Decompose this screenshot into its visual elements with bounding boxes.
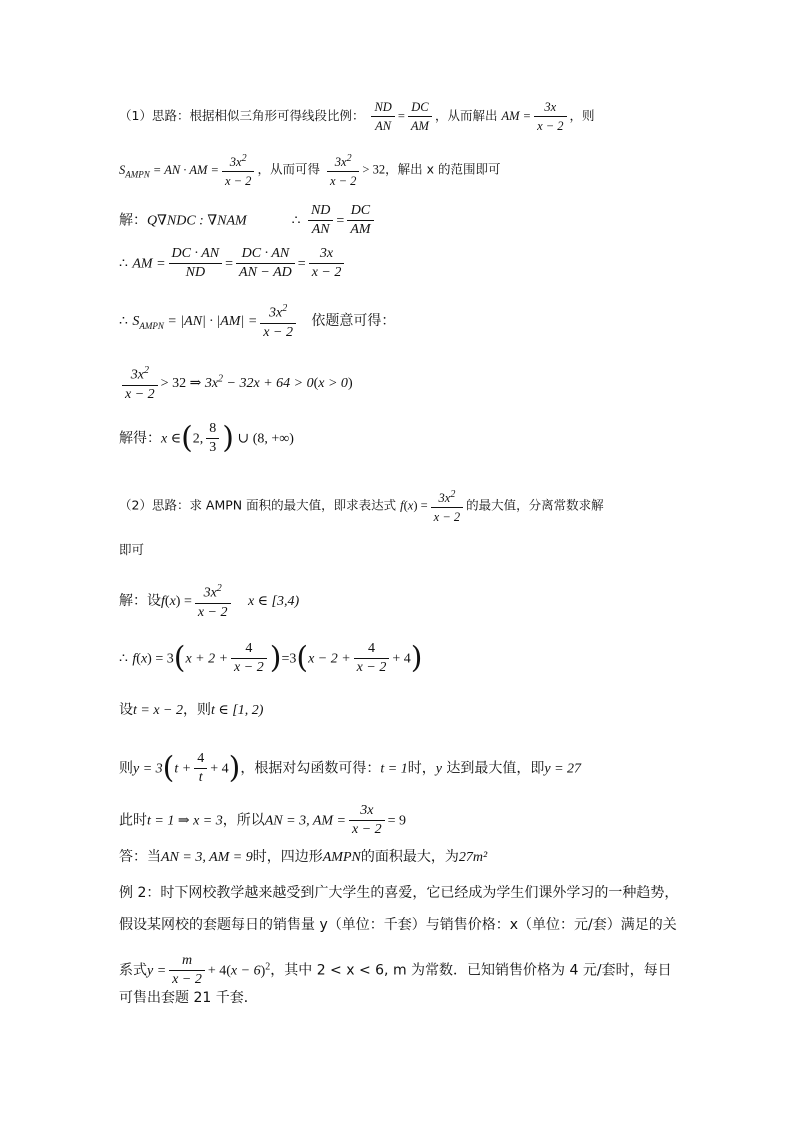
let-t-label: 设 — [119, 702, 133, 718]
part2-idea-end: 的最大值，分离常数求解 — [466, 497, 604, 513]
part1-area-note: 依题意可得： — [311, 312, 396, 329]
area-formula: $S_{AMPN}$ = AN · AM = — [119, 162, 219, 180]
fraction-nd-an: $\frac{ND}{AN}$ — [371, 98, 394, 135]
part2-idea-cont: 即可 — [119, 542, 145, 557]
part1-line2-end: ，解出 x 的范围即可 — [385, 161, 501, 177]
part1-sol-label: 解： — [119, 212, 147, 229]
example2-line2: 假设某网校的套题每日的销售量 y（单位：千套）与销售价格：x（单位：元/套）满足的关 — [119, 917, 677, 933]
fraction-3x2-b: $\frac{3x^2}{x - 2}$ — [327, 150, 359, 190]
example2-line3-post: ，其中 2 < x < 6, m 为常数．已知销售价格为 4 元/套时，每日 — [270, 962, 672, 979]
max-text: 达到最大值，即 — [446, 760, 545, 777]
answer-end: 的面积最大，为 — [360, 849, 459, 865]
am-expression: AM = — [501, 109, 532, 123]
so-label: ，所以 — [222, 812, 265, 829]
fraction-nd-an-2: $\frac{ND}{AN}$ — [308, 202, 333, 239]
part2-split-line: ∴ f(x) = 3(x + 2 + $\frac{4}{x - 2}$ )=3(x − 2 + $\frac{4}{x - 2}$ + 4) — [119, 640, 423, 676]
part1-idea-end: ，则 — [569, 108, 595, 123]
fraction-3x2: $\frac{3x^2}{x - 2}$ — [222, 150, 254, 190]
part1-line2-mid: ，从而可得 — [257, 161, 320, 177]
fraction-4-x-2: $\frac{4}{x - 2}$ — [231, 640, 267, 677]
then-label: 则 — [119, 760, 133, 777]
example2-line1: 例 2：时下网校教学越来越受到广大学生的喜爱，它已经成为学生们课外学习的一种趋势， — [119, 885, 679, 901]
part1-idea-text: 根据相似三角形可得线段比例： — [189, 108, 365, 123]
answer-label: 答：当 — [119, 849, 161, 865]
example2-line4: 可售出套题 21 千套． — [119, 990, 258, 1006]
similar-triangles: Q∇NDC : ∇NAM — [147, 213, 247, 229]
therefore-symbol: ∴ — [291, 213, 301, 229]
example2-line3-pre: 系式 — [119, 962, 147, 979]
part2-now-line: 此时t = 1 ⇒ x = 3，所以AN = 3, AM = $\frac{3x}{x - 2}$ = 9 — [119, 803, 407, 837]
part1-idea-mid: ，从而解出 — [434, 108, 498, 123]
part1-answer-label: 解得： — [119, 430, 161, 447]
now-label: 此时 — [119, 812, 147, 829]
part2-let-t-line: 设t = x − 2，则t ∈ [1, 2) — [119, 702, 264, 718]
t1-end: 时， — [407, 760, 436, 777]
domain-text: x ∈ [3,4) — [247, 593, 300, 609]
part1-solution-line: 解：Q∇NDC : ∇NAM ∴ $\frac{ND}{AN}$ = $\frac{DC}{AM}$ — [119, 202, 675, 239]
t-equals-1: t = 1 — [380, 761, 408, 777]
hook-text: ，根据对勾函数可得： — [240, 760, 381, 777]
part2-idea-label: （2）思路： — [119, 497, 190, 513]
fraction-3x2-c: $\frac{3x^2}{x - 2}$ — [260, 300, 296, 342]
fraction-4-x-2-b: $\frac{4}{x - 2}$ — [354, 640, 390, 677]
fraction-3x-x-2: $\frac{3x}{x - 2}$ — [534, 98, 566, 135]
answer-value: 27m² — [458, 850, 488, 865]
part2-answer-line: 答：当AN = 3, AM = 9时，四边形AMPN的面积最大，为27m² — [119, 849, 488, 865]
let-t-mid: ，则 — [183, 702, 211, 718]
part2-solution-line: 解：设f(x) = $\frac{3x^2}{x - 2}$ x ∈ [3,4) — [119, 580, 675, 622]
part2-idea-line: （2）思路：求 AMPN 面积的最大值，即求表达式 f(x) = $\frac{3x^2}{x - 2}$ 的最大值，分离常数求解 — [119, 486, 675, 526]
example2-line3: 系式y = $\frac{m}{x - 2}$ + $4(x - 6)^2$，其中 2 < x < 6, m 为常数．已知销售价格为 4 元/套时，每日 — [119, 953, 672, 987]
fraction-dcan-nd: $\frac{DC \cdot AN}{ND}$ — [169, 245, 223, 282]
part1-inequality-line: $\frac{3x^2}{x - 2}$ > 32 ⇒ $3x^2 - 32x + 64 > 0(x > 0)$ — [119, 362, 675, 404]
fraction-3x-x-2-b: $\frac{3x}{x - 2}$ — [309, 245, 345, 282]
fraction-dcan-an-ad: $\frac{DC \cdot AN}{AN - AD}$ — [236, 245, 295, 282]
part1-answer-line: 解得：x ∈(2, $\frac{8}{3}$ ) ∪ (8, +∞) — [119, 420, 294, 456]
fraction-fx: $\frac{3x^2}{x - 2}$ — [431, 486, 463, 526]
fraction-3x2-d: $\frac{3x^2}{x - 2}$ — [122, 362, 158, 404]
fraction-m-x-2: $\frac{m}{x - 2}$ — [169, 952, 205, 989]
part1-idea-line: （1）思路：根据相似三角形可得线段比例： $\frac{ND}{AN}$ = $\frac{DC}{AM}$ ，从而解出 AM = $\frac{3x}{x - 2}$ ，则 — [119, 100, 595, 133]
part2-idea-text: 求 AMPN 面积的最大值，即求表达式 — [189, 497, 397, 513]
part1-area-line: $S_{AMPN}$ = AN · AM = $\frac{3x^2}{x - 2}$ ，从而可得 $\frac{3x^2}{x - 2}$ > 32，解出 x 的范围即可 — [119, 150, 675, 190]
fraction-4-t: $\frac{4}{t}$ — [194, 750, 207, 787]
fraction-fx-b: $\frac{3x^2}{x - 2}$ — [195, 580, 231, 622]
fraction-3x-x-2-c: $\frac{3x}{x - 2}$ — [349, 802, 385, 839]
part1-idea-label: （1）思路： — [119, 108, 190, 123]
y-equals-27: y = 27 — [544, 761, 582, 777]
part2-sol-label: 解：设 — [119, 592, 161, 609]
fraction-dc-am-2: $\frac{DC}{AM}$ — [347, 202, 373, 239]
answer-mid: 时，四边形 — [252, 849, 323, 865]
fraction-8-3: $\frac{8}{3}$ — [206, 420, 219, 457]
part1-am-line: ∴ AM = $\frac{DC \cdot AN}{ND}$ = $\frac{DC \cdot AN}{AN - AD}$ = $\frac{3x}{x - 2}$ — [119, 245, 675, 282]
part1-area-abs-line: ∴ $S_{AMPN} = |AN| \cdot |AM|$ = $\frac{3x^2}{x - 2}$ 依题意可得： — [119, 300, 675, 342]
part2-hook-line: 则y = 3(t + $\frac{4}{t}$ + 4)，根据对勾函数可得：t = 1时，y 达到最大值，即y = 27 — [119, 750, 582, 786]
fraction-dc-am: $\frac{DC}{AM}$ — [408, 98, 432, 135]
